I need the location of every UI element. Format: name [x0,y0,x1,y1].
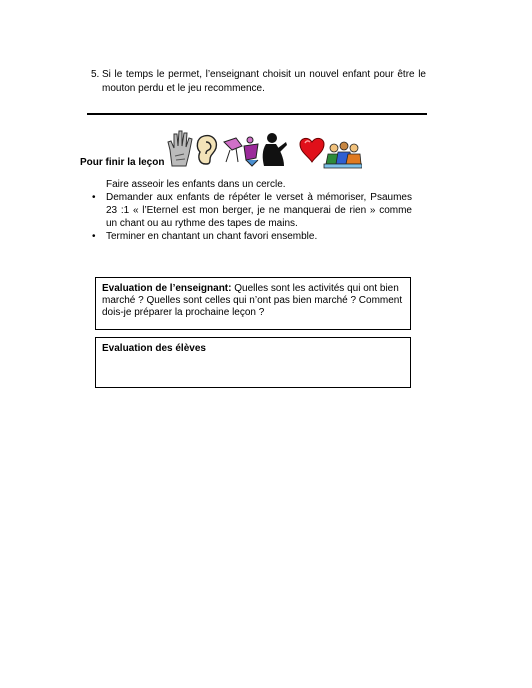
list-item-text: Demander aux enfants de répéter le verset à mémoriser, Psaumes 23 :1 « l’Eternel est mon berger, je ne manquerai de rien » comme un chant ou au rythme des tapes de mains. [106,192,412,229]
teacher-evaluation-text: Quelles sont les activités qui ont bien marché ? Quelles sont celles qui n’ont pas bien marché ? Comment dois-je préparer la prochaine leçon ? [102,283,403,318]
intro-line: Faire asseoir les enfants dans un cercle. [106,179,286,190]
step-number: 5. [91,69,100,80]
teacher-evaluation-label: Evaluation de l’enseignant: [102,283,232,294]
list-item [92,230,412,243]
student-evaluation-box [95,337,411,388]
hand-icon [168,131,192,166]
figures-icon [224,137,258,166]
teacher-evaluation-box [95,277,411,330]
bullet-icon: • [92,231,96,242]
student-evaluation-label: Evaluation des élèves [102,343,206,354]
step-text: Si le temps le permet, l’enseignant choisit un nouvel enfant pour être le mouton perdu et le jeu recommence. [102,69,426,94]
list-item-text: Terminer en chantant un chant favori ensemble. [106,231,318,242]
children-group-icon [324,142,362,168]
praying-icon [263,133,287,166]
step-5 [91,68,426,96]
bullet-icon: • [92,192,96,203]
section-divider [87,113,427,115]
section-title: Pour finir la leçon [80,157,165,168]
lesson-closing-steps [92,178,412,243]
heart-icon [300,138,324,162]
list-item [92,191,412,230]
ear-icon [197,136,216,164]
activity-clipart [166,128,362,170]
